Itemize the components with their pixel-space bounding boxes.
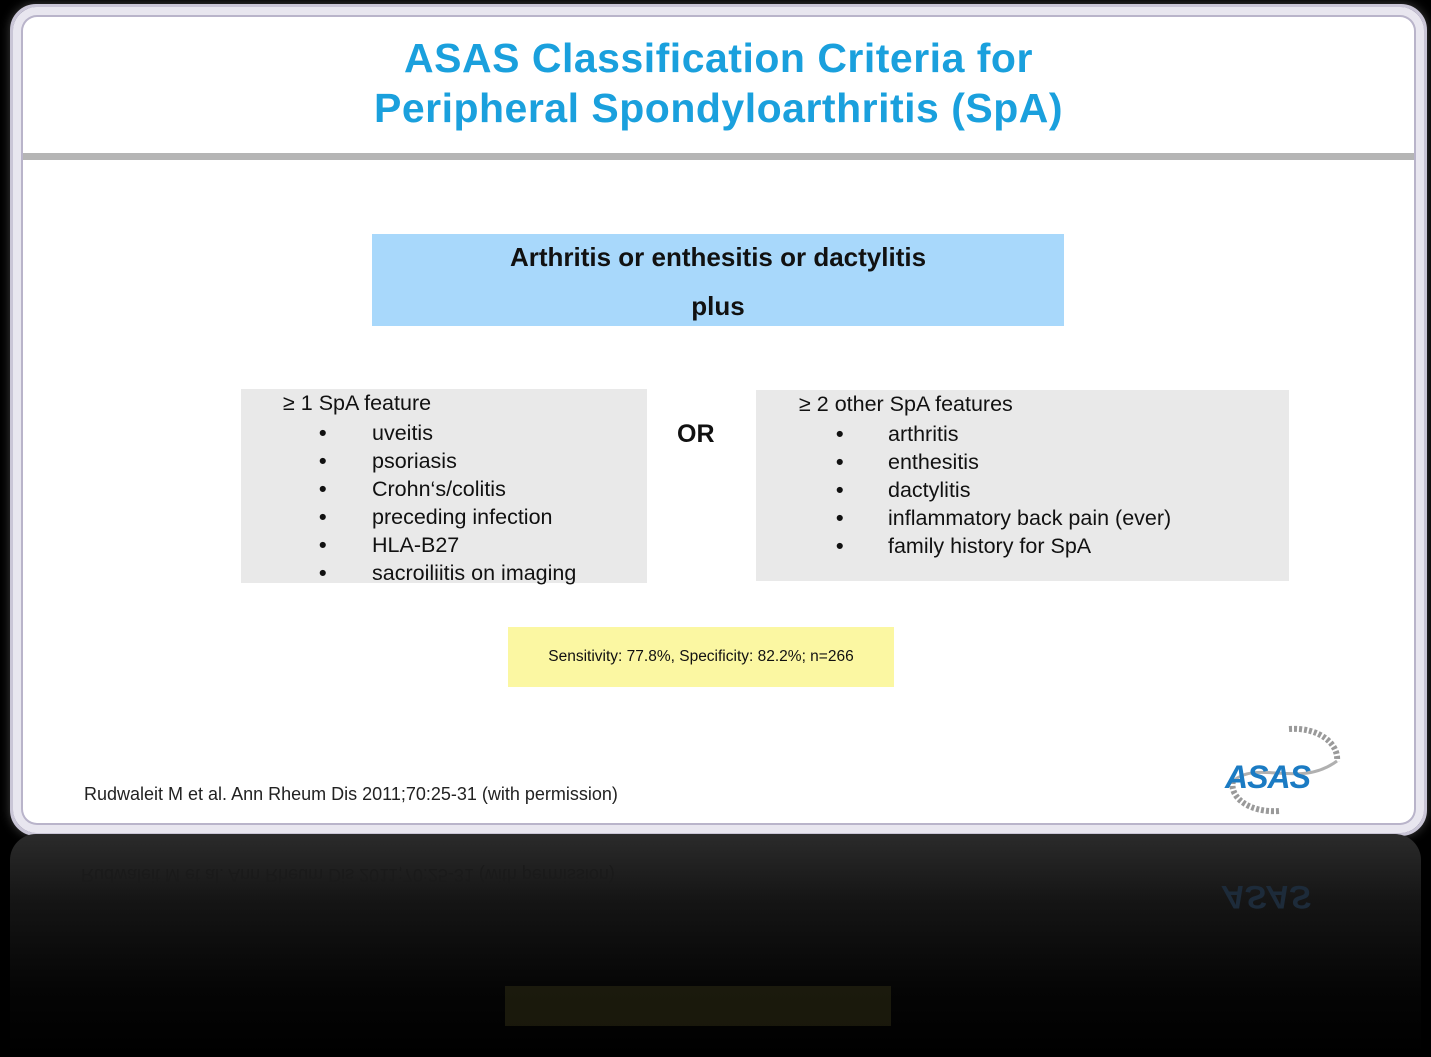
bullet-icon: • [836,422,844,446]
asas-logo-text: ASAS [1225,759,1310,795]
list-item-label: enthesitis [888,450,979,474]
list-item-label: psoriasis [372,449,457,473]
bullet-icon: • [319,421,327,445]
or-label: OR [677,420,715,448]
two-features-box [756,390,1289,581]
reflected-stats-box [505,986,891,1026]
slide-reflection [10,834,1421,1057]
bullet-icon: • [836,450,844,474]
reflected-citation: Rudwaleit M et al. Ann Rheum Dis 2011;70:25-31 (with permission) [81,865,615,885]
list-item-label: family history for SpA [888,534,1092,558]
bullet-icon: • [836,506,844,530]
bullet-icon: • [319,561,327,585]
slide-title [13,33,1424,133]
list-item-label: dactylitis [888,478,971,502]
bullet-icon: • [836,478,844,502]
citation: Rudwaleit M et al. Ann Rheum Dis 2011;70:25-31 (with permission) [84,784,618,804]
list-item-label: sacroiliitis on imaging [372,561,577,585]
entry-criteria-box [372,234,1064,326]
list-item-label: arthritis [888,422,959,446]
entry-criteria-line-2: plus [691,291,745,321]
asas-logo [1219,719,1349,819]
bullet-icon: • [319,533,327,557]
sensitivity-specificity-box: Sensitivity: 77.8%, Specificity: 82.2%; n=266 [508,627,894,687]
bullet-icon: • [836,534,844,558]
title-line-1: ASAS Classification Criteria for [404,35,1033,81]
list-item-label: Crohn‘s/colitis [372,477,506,501]
list-item-label: inflammatory back pain (ever) [888,506,1172,530]
title-divider [23,153,1414,160]
bullet-icon: • [319,449,327,473]
one-feature-box [241,389,647,583]
title-line-2: Peripheral Spondyloarthritis (SpA) [373,85,1064,131]
list-item-label: uveitis [372,421,433,445]
two-features-header: ≥ 2 other SpA features [799,392,1013,416]
slide [10,4,1427,836]
bullet-icon: • [319,505,327,529]
list-item-label: HLA-B27 [372,533,460,557]
entry-criteria-line-1: Arthritis or enthesitis or dactylitis [509,242,927,272]
reflected-logo: ASAS [1222,879,1311,915]
one-feature-header: ≥ 1 SpA feature [283,391,432,415]
list-item-label: preceding infection [372,505,553,529]
bullet-icon: • [319,477,327,501]
